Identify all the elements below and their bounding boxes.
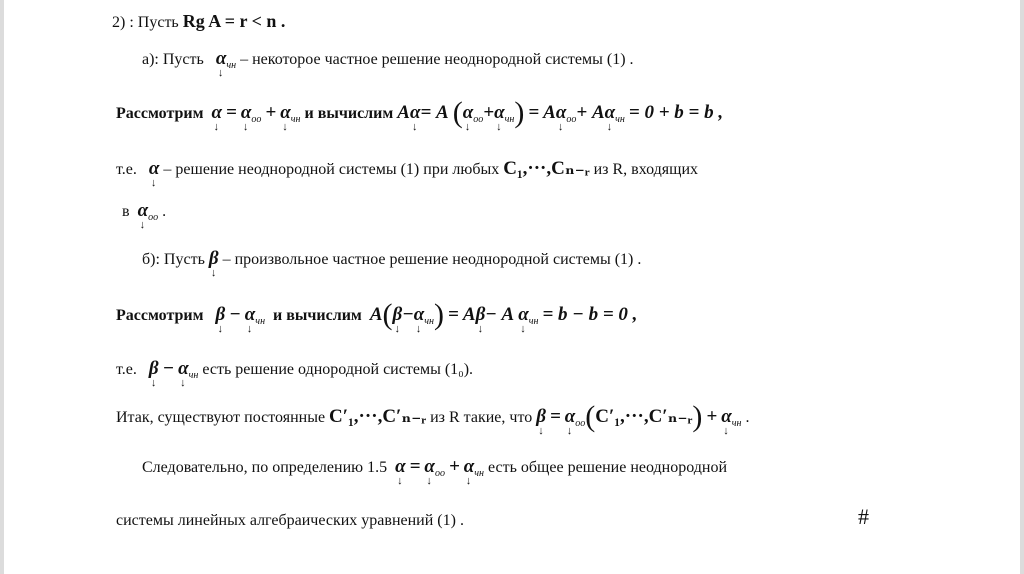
text: т.е.	[116, 361, 137, 378]
line-consider-2: Рассмотрим β ↓ − α $↓_{чн}$ и вычислим A(β ↓−α $↓_{чн}) = A\beta$ ↓− A α $↓_{чн} = b - b = 0$ ,	[116, 304, 637, 333]
dash: –	[163, 161, 172, 178]
dash: –	[222, 251, 231, 268]
text: и вычислим	[304, 105, 394, 122]
text: Итак, существуют постоянные	[116, 409, 326, 426]
alpha-symbol: α ↓	[212, 102, 223, 123]
subscript: чн	[226, 60, 237, 71]
text: Пусть	[162, 51, 204, 68]
text: Рассмотрим	[116, 307, 204, 324]
line-b	[142, 248, 641, 271]
beta-symbol: β ↓	[536, 406, 546, 427]
line-final	[116, 510, 464, 532]
result: = 0 + b = b ,	[628, 102, 724, 123]
text: в	[122, 203, 130, 220]
text: произвольное частное решение неоднородной системы (1) .	[234, 251, 642, 268]
line-so: Итак, существуют постоянные C′₁,···,C′ₙ₋ᵣ из R такие, что β ↓ = α $↓_{оо}(C'_1,\cdot\cdot\cdot,C'_{n-}ᵣ) + \alpha$ $↓_{чн}$ .	[116, 406, 749, 435]
alpha-symbol: α ↓	[395, 456, 406, 477]
line-consider-1: Рассмотрим α ↓ = α $↓_{оо} + \alpha$ $↓_{чн}$ и вычислим Aα ↓= A (α $↓_{оо}+\alpha$ $↓_{чн}) = A\alpha$ $↓_{оо}+ A\alpha$ $↓_{чн} = 0 + b = b$ ,	[116, 102, 723, 131]
text: Рассмотрим	[116, 105, 204, 122]
text: Следовательно, по определению 1.5	[142, 459, 388, 476]
text: из R такие, что	[430, 409, 533, 426]
text: системы линейных алгебраических уравнений (1) .	[116, 512, 464, 529]
text: .	[162, 203, 167, 220]
subscript: оо	[251, 114, 262, 125]
case-number: 2) :	[112, 14, 134, 31]
text: из R, входящих	[593, 161, 699, 178]
beta-symbol: β ↓	[216, 304, 226, 325]
text: некоторое частное решение неоднородной системы (1) .	[252, 51, 634, 68]
text: .	[745, 409, 750, 426]
rank-condition: Rg A = r < n .	[182, 11, 286, 31]
line-case-2	[112, 10, 285, 34]
text: Пусть	[163, 251, 205, 268]
subscript: оо	[148, 212, 159, 223]
end-of-proof-mark: #	[858, 504, 869, 529]
beta-symbol: β ↓	[209, 248, 219, 269]
alpha-symbol: α ↓	[216, 48, 227, 69]
text: и вычислим	[273, 307, 362, 324]
alpha-symbol: α ↓	[149, 158, 160, 179]
item-label: а):	[142, 51, 159, 68]
text: т.е.	[116, 161, 137, 178]
left-edge	[0, 0, 4, 574]
alpha-symbol: α ↓	[138, 200, 149, 221]
line-in	[122, 200, 166, 229]
result: = b − b = 0 ,	[542, 304, 638, 325]
constants: C₁,···,Cₙ₋ᵣ	[503, 158, 590, 179]
line-therefore: Следовательно, по определению 1.5 α ↓ = α $↓_{оо} + \alpha$ $↓_{чн}$ есть общее решение неоднородной	[142, 456, 727, 485]
line-ie-2: т.е. β ↓ − α $↓_{чн}$ есть решение однородной системы (1₀).	[116, 358, 473, 387]
text: Пусть	[137, 14, 179, 31]
text: решение неоднородной системы (1) при любых	[175, 161, 500, 178]
text: есть общее решение неоднородной	[488, 459, 728, 476]
subscript: чн	[290, 114, 301, 125]
right-edge	[1020, 0, 1024, 574]
beta-symbol: β ↓	[149, 358, 159, 379]
line-ie-1	[116, 158, 698, 181]
item-label: б):	[142, 251, 160, 268]
line-a	[142, 48, 634, 77]
constants: C′₁,···,C′ₙ₋ᵣ	[329, 406, 427, 427]
text: есть решение однородной системы (1₀).	[202, 361, 474, 378]
dash: –	[240, 51, 249, 68]
